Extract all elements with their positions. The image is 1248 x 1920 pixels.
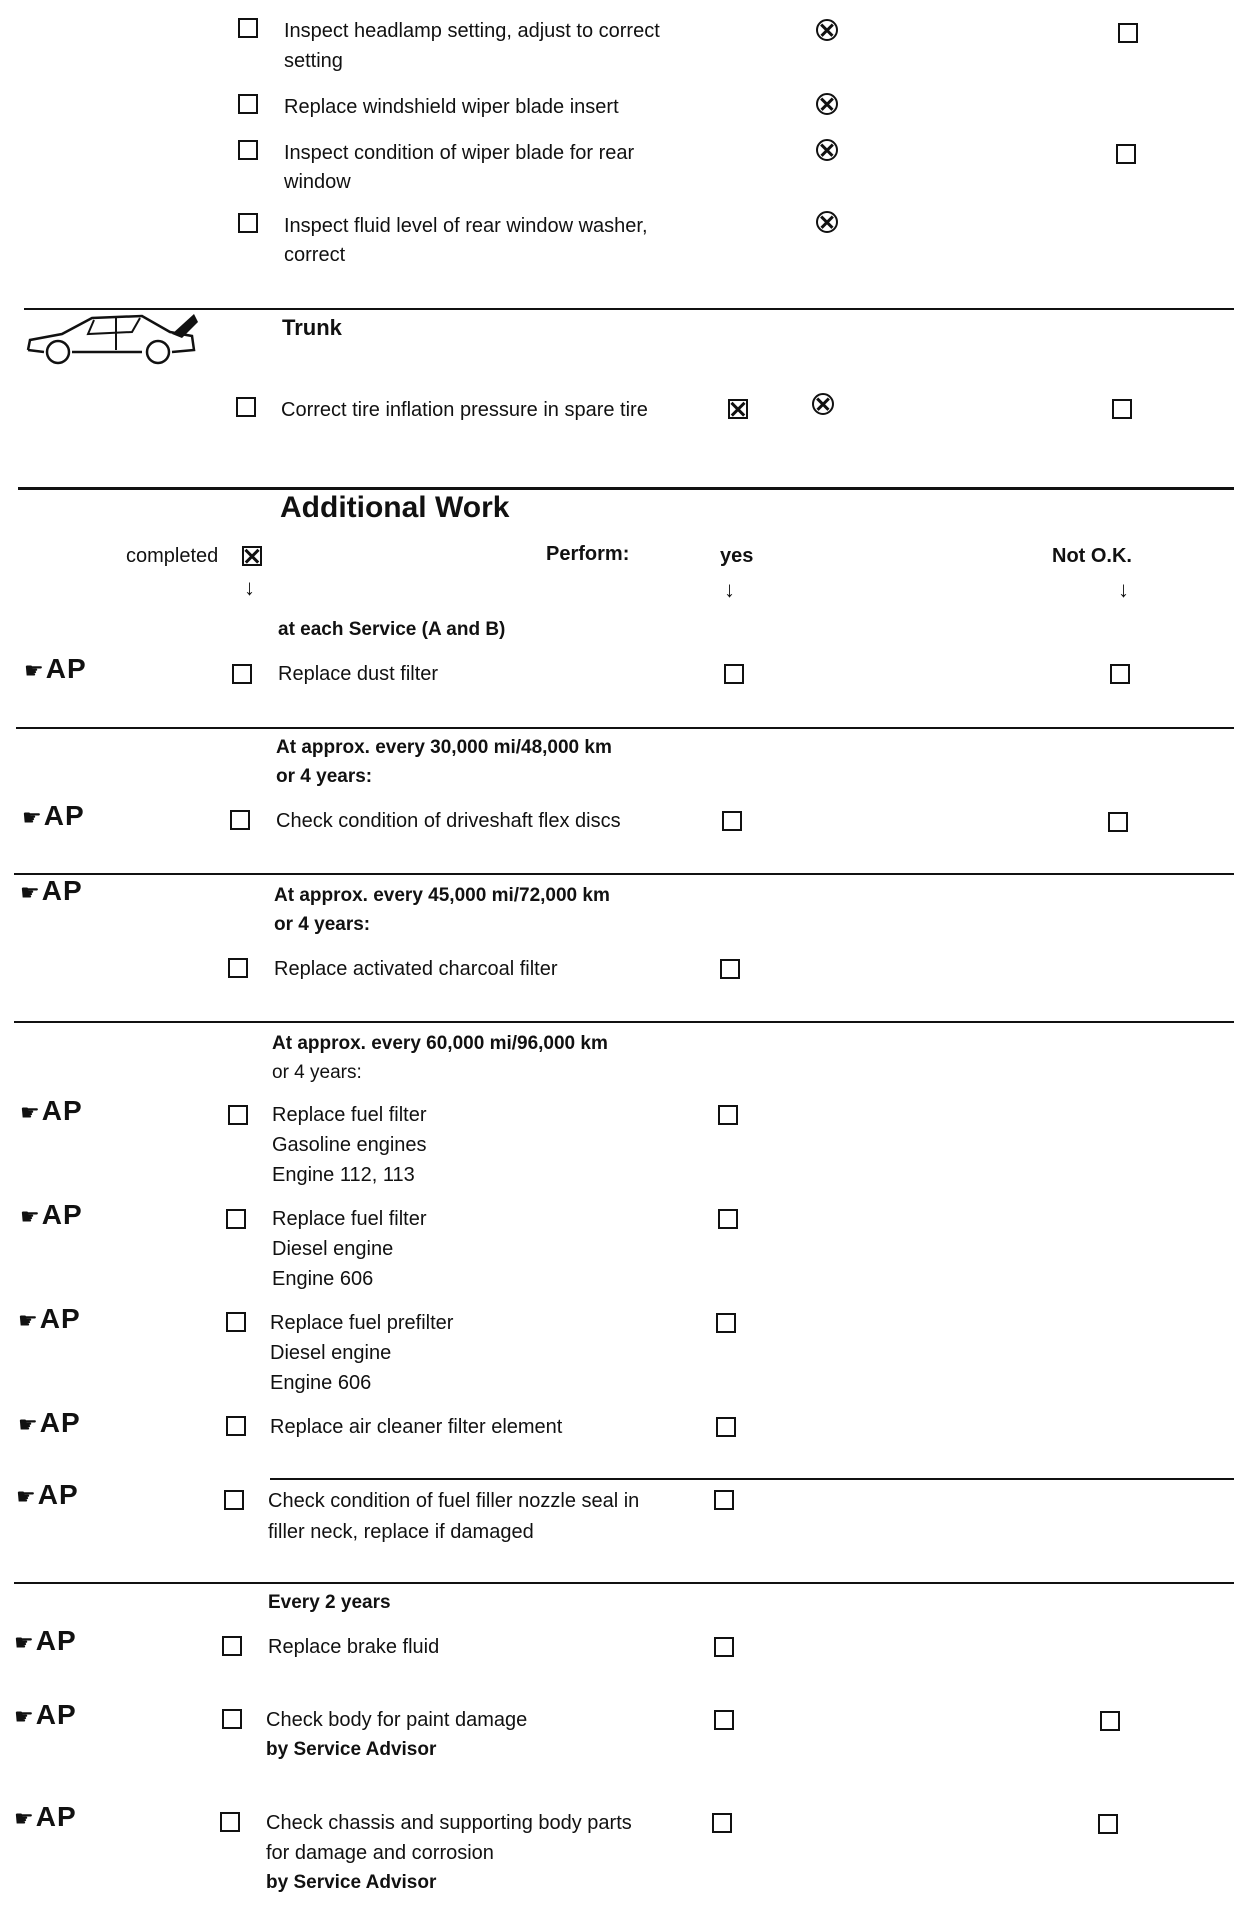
- yes-checkbox[interactable]: [714, 1490, 734, 1510]
- completed-checkbox[interactable]: [226, 1209, 246, 1229]
- yes-checkbox[interactable]: [722, 811, 742, 831]
- completed-checkbox[interactable]: [238, 94, 258, 114]
- not-ok-checkbox[interactable]: [1108, 812, 1128, 832]
- yes-checkbox[interactable]: [718, 1209, 738, 1229]
- down-arrow-icon: ↓: [1118, 577, 1129, 602]
- ap-marker: ☛AP: [20, 1199, 83, 1230]
- ap-marker: ☛AP: [16, 1479, 79, 1510]
- item-label: setting: [284, 50, 343, 72]
- ap-marker: ☛AP: [18, 1303, 81, 1334]
- not-ok-checkbox[interactable]: [1110, 664, 1130, 684]
- item-label: correct: [284, 244, 346, 266]
- pointing-hand-icon: ☛: [14, 1630, 35, 1655]
- completed-checkbox[interactable]: [228, 958, 248, 978]
- completed-checkbox[interactable]: [226, 1416, 246, 1436]
- section-title-additional-work: Additional Work: [280, 491, 510, 524]
- yes-checkbox[interactable]: [714, 1637, 734, 1657]
- group-heading: or 4 years:: [276, 766, 373, 787]
- ap-marker: ☛AP: [14, 1625, 77, 1656]
- not-ok-checkbox[interactable]: [1118, 23, 1138, 43]
- section-divider: [16, 727, 1234, 729]
- item-label: Replace activated charcoal filter: [274, 958, 558, 980]
- completed-checkbox[interactable]: [236, 397, 256, 417]
- section-divider: [14, 1021, 1234, 1023]
- ap-marker: ☛AP: [20, 1095, 83, 1126]
- pointing-hand-icon: ☛: [20, 1100, 41, 1125]
- checked-checkbox[interactable]: [728, 399, 748, 419]
- standard-marker-icon: [812, 393, 834, 415]
- standard-marker-icon: [816, 19, 838, 41]
- item-label: by Service Advisor: [266, 1739, 437, 1760]
- pointing-hand-icon: ☛: [18, 1412, 39, 1437]
- ap-marker: ☛AP: [18, 1407, 81, 1438]
- yes-checkbox[interactable]: [716, 1313, 736, 1333]
- section-divider: [24, 308, 1234, 310]
- yes-checkbox[interactable]: [724, 664, 744, 684]
- down-arrow-icon: ↓: [244, 575, 255, 600]
- not-ok-checkbox[interactable]: [1098, 1814, 1118, 1834]
- item-label: Engine 112, 113: [272, 1164, 415, 1186]
- yes-checkbox[interactable]: [714, 1710, 734, 1730]
- ap-marker: ☛AP: [24, 653, 87, 684]
- completed-checkbox[interactable]: [238, 18, 258, 38]
- not-ok-checkbox[interactable]: [1100, 1711, 1120, 1731]
- pointing-hand-icon: ☛: [14, 1806, 35, 1831]
- group-heading: At approx. every 60,000 mi/96,000 km: [272, 1033, 608, 1054]
- item-label: by Service Advisor: [266, 1872, 437, 1893]
- group-heading: At approx. every 30,000 mi/48,000 km: [276, 737, 612, 758]
- item-label: Inspect headlamp setting, adjust to correct: [284, 20, 660, 42]
- yes-checkbox[interactable]: [716, 1417, 736, 1437]
- pointing-hand-icon: ☛: [16, 1484, 37, 1509]
- item-label: Check condition of fuel filler nozzle seal in: [268, 1490, 640, 1512]
- column-header-not-ok: Not O.K.: [1052, 545, 1132, 567]
- down-arrow-icon: ↓: [724, 577, 735, 602]
- item-label: Replace air cleaner filter element: [270, 1416, 563, 1438]
- completed-checkbox[interactable]: [222, 1636, 242, 1656]
- item-label: Replace fuel filter: [272, 1208, 427, 1230]
- group-heading: or 4 years:: [274, 914, 371, 935]
- not-ok-checkbox[interactable]: [1116, 144, 1136, 164]
- group-heading: Every 2 years: [268, 1592, 391, 1613]
- item-label: Engine 606: [270, 1372, 372, 1394]
- item-label: Replace windshield wiper blade insert: [284, 96, 619, 118]
- ap-marker: ☛AP: [20, 875, 83, 906]
- standard-marker-icon: [816, 93, 838, 115]
- item-label: Replace dust filter: [278, 663, 439, 685]
- section-divider: [14, 873, 1234, 875]
- not-ok-checkbox[interactable]: [1112, 399, 1132, 419]
- standard-marker-icon: [816, 139, 838, 161]
- completed-checkbox[interactable]: [238, 213, 258, 233]
- item-label: Diesel engine: [272, 1238, 394, 1260]
- column-header-completed: completed: [126, 545, 219, 567]
- completed-checkbox[interactable]: [220, 1812, 240, 1832]
- section-title-trunk: Trunk: [282, 315, 342, 340]
- item-label: for damage and corrosion: [266, 1842, 494, 1864]
- column-header-yes: yes: [720, 545, 754, 567]
- standard-marker-icon: [816, 211, 838, 233]
- item-label: Correct tire inflation pressure in spare tire: [281, 399, 648, 421]
- ap-marker: ☛AP: [14, 1699, 77, 1730]
- item-label: Check body for paint damage: [266, 1709, 528, 1731]
- completed-checkbox[interactable]: [230, 810, 250, 830]
- item-label: Engine 606: [272, 1268, 374, 1290]
- item-label: Inspect fluid level of rear window washer,: [284, 215, 648, 237]
- item-label: Inspect condition of wiper blade for rear: [284, 142, 635, 164]
- completed-checkbox[interactable]: [222, 1709, 242, 1729]
- completed-checkbox[interactable]: [226, 1312, 246, 1332]
- group-heading: or 4 years:: [272, 1062, 362, 1083]
- section-divider: [18, 487, 1234, 490]
- yes-checkbox[interactable]: [720, 959, 740, 979]
- yes-checkbox[interactable]: [712, 1813, 732, 1833]
- completed-checkbox[interactable]: [224, 1490, 244, 1510]
- pointing-hand-icon: ☛: [22, 805, 43, 830]
- pointing-hand-icon: ☛: [24, 658, 45, 683]
- item-label: Replace fuel filter: [272, 1104, 427, 1126]
- item-label: Gasoline engines: [272, 1134, 427, 1156]
- pointing-hand-icon: ☛: [14, 1704, 35, 1729]
- group-heading: At approx. every 45,000 mi/72,000 km: [274, 885, 610, 906]
- completed-checkbox[interactable]: [238, 140, 258, 160]
- section-divider: [270, 1478, 1234, 1480]
- pointing-hand-icon: ☛: [20, 1204, 41, 1229]
- pointing-hand-icon: ☛: [20, 880, 41, 905]
- completed-legend-checkbox: [242, 546, 262, 566]
- section-divider: [14, 1582, 1234, 1584]
- item-label: Check chassis and supporting body parts: [266, 1812, 632, 1834]
- completed-checkbox[interactable]: [228, 1105, 248, 1125]
- item-label: Check condition of driveshaft flex discs: [276, 810, 621, 832]
- pointing-hand-icon: ☛: [18, 1308, 39, 1333]
- item-label: filler neck, replace if damaged: [268, 1521, 534, 1543]
- item-label: Replace fuel prefilter: [270, 1312, 454, 1334]
- item-label: Replace brake fluid: [268, 1636, 440, 1658]
- item-label: Diesel engine: [270, 1342, 392, 1364]
- column-header-perform: Perform:: [546, 543, 630, 565]
- item-label: window: [284, 171, 351, 193]
- yes-checkbox[interactable]: [718, 1105, 738, 1125]
- group-heading: at each Service (A and B): [278, 619, 506, 640]
- completed-checkbox[interactable]: [232, 664, 252, 684]
- ap-marker: ☛AP: [14, 1801, 77, 1832]
- ap-marker: ☛AP: [22, 800, 85, 831]
- car-trunk-icon: [22, 310, 202, 370]
